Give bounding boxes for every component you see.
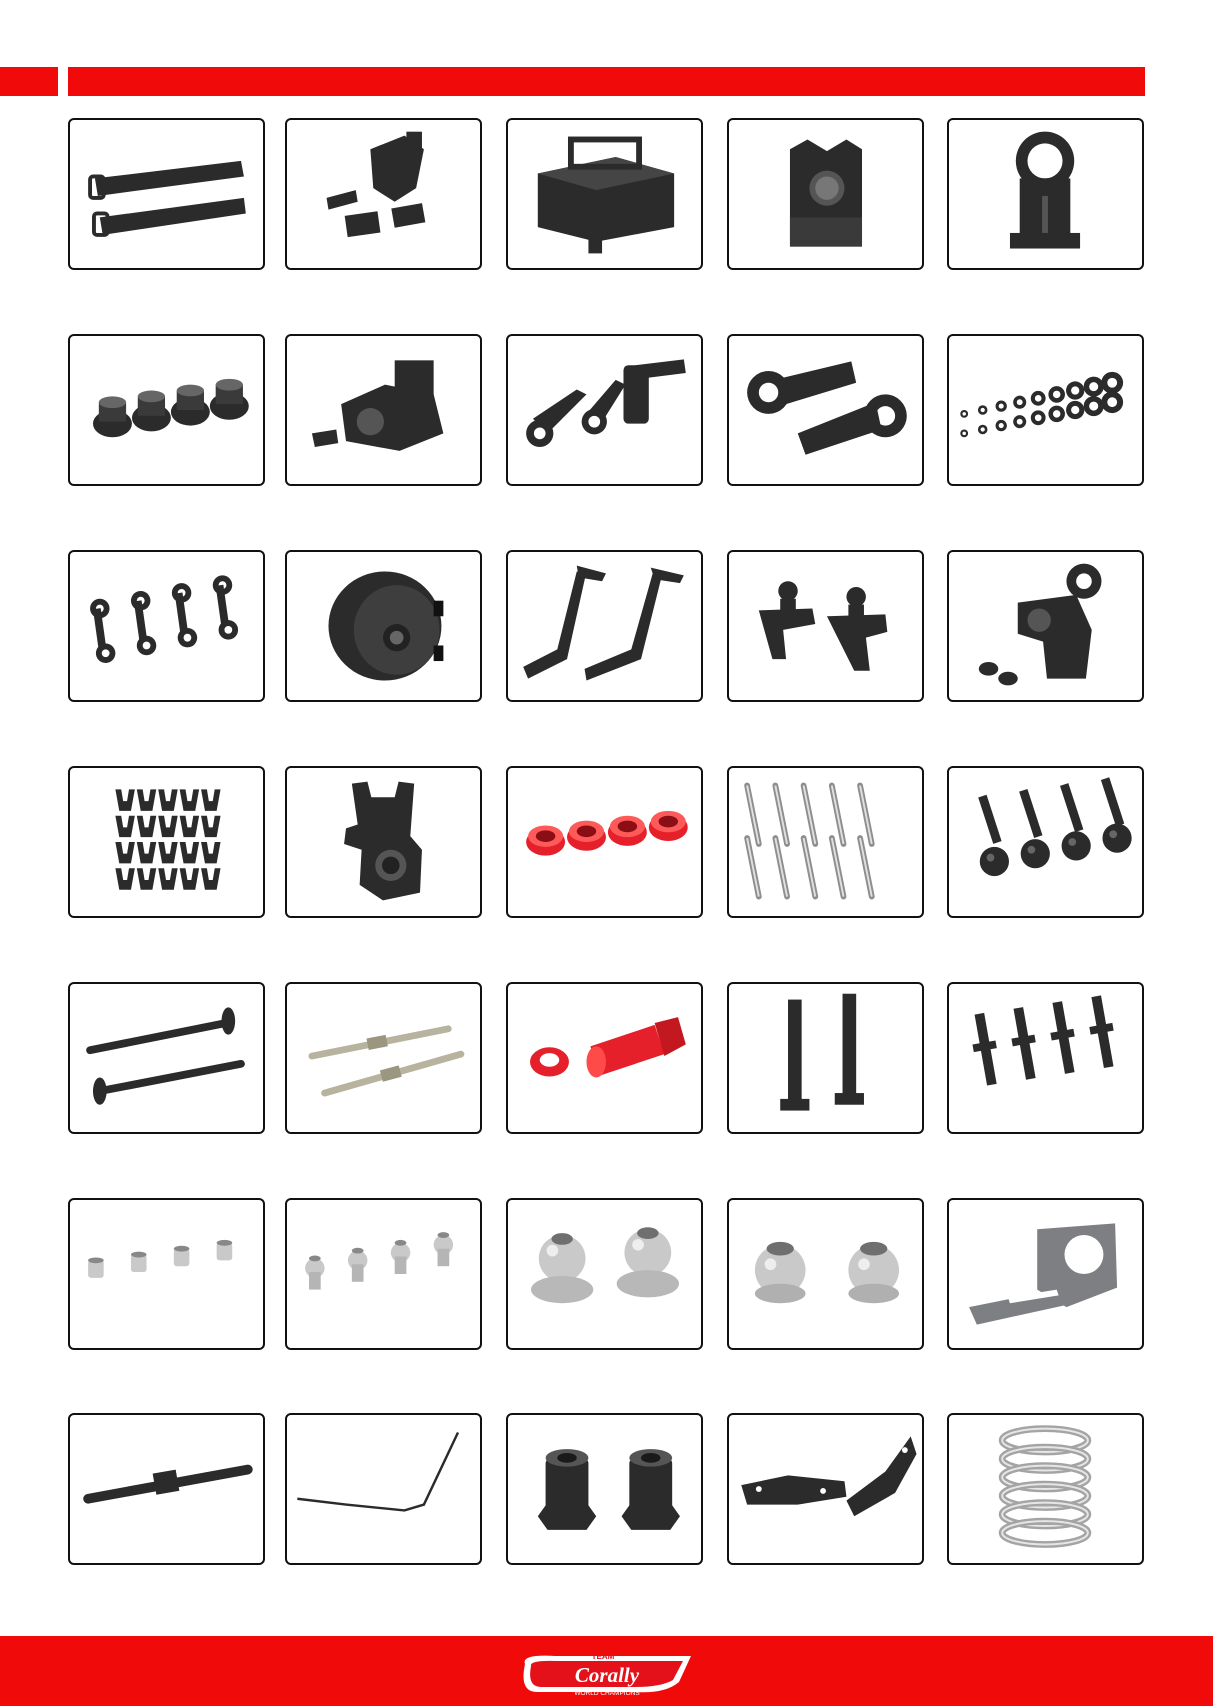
part-tile	[285, 1198, 482, 1350]
part-tile	[506, 550, 703, 702]
part-tile	[947, 334, 1144, 486]
ball-studs-icon	[287, 1200, 480, 1348]
part-tile	[506, 118, 703, 270]
body-post-mounts-icon	[729, 552, 922, 700]
hinge-pins-icon	[729, 768, 922, 916]
receiver-box-icon	[508, 120, 701, 268]
shock-caps-icon	[70, 336, 263, 484]
steering-arms-icon	[508, 336, 701, 484]
chassis-braces-icon	[508, 552, 701, 700]
pivot-ball-nuts-icon	[729, 1200, 922, 1348]
header-bar-left	[0, 67, 58, 96]
black-posts-icon	[729, 984, 922, 1132]
part-tile	[947, 118, 1144, 270]
part-tile	[285, 118, 482, 270]
rear-hub-carrier-icon	[287, 768, 480, 916]
part-tile	[727, 1198, 924, 1350]
gearbox-housing-icon	[287, 336, 480, 484]
part-tile	[68, 766, 265, 918]
part-tile	[285, 982, 482, 1134]
alu-motor-mount-icon	[949, 1200, 1142, 1348]
washer-set-icon	[949, 336, 1142, 484]
part-tile	[285, 550, 482, 702]
part-tile	[727, 766, 924, 918]
servo-saver-post-icon	[949, 120, 1142, 268]
part-tile	[68, 1413, 265, 1565]
part-tile	[947, 1198, 1144, 1350]
part-tile	[947, 766, 1144, 918]
part-tile	[506, 766, 703, 918]
battery-straps-icon	[70, 120, 263, 268]
header-bar-main	[68, 67, 1145, 96]
center-diff-mount-icon	[729, 120, 922, 268]
part-tile	[68, 982, 265, 1134]
shock-spring-icon	[949, 1415, 1142, 1563]
anti-roll-bar-icon	[287, 1415, 480, 1563]
part-tile	[506, 334, 703, 486]
part-tile	[947, 1413, 1144, 1565]
turnbuckle-links-icon	[70, 552, 263, 700]
svg-text:Corally: Corally	[574, 1663, 640, 1687]
part-tile	[285, 1413, 482, 1565]
shock-end-balls-icon	[949, 768, 1142, 916]
large-pivot-balls-icon	[508, 1200, 701, 1348]
hex-nuts-icon	[508, 1415, 701, 1563]
part-tile	[506, 1198, 703, 1350]
part-tile	[506, 982, 703, 1134]
shock-standoffs-icon	[949, 984, 1142, 1132]
part-tile	[68, 550, 265, 702]
red-alu-collars-icon	[508, 768, 701, 916]
part-tile	[285, 766, 482, 918]
front-bulkhead-set-icon	[287, 120, 480, 268]
ball-cups-pair-icon	[729, 336, 922, 484]
small-ball-studs-icon	[70, 1200, 263, 1348]
long-hinge-pins-icon	[70, 984, 263, 1132]
part-tile	[727, 982, 924, 1134]
part-tile	[506, 1413, 703, 1565]
part-tile	[947, 550, 1144, 702]
svg-text:TEAM: TEAM	[591, 1652, 615, 1661]
center-drive-shaft-icon	[70, 1415, 263, 1563]
part-tile	[727, 550, 924, 702]
svg-text:WORLD CHAMPIONS: WORLD CHAMPIONS	[574, 1690, 640, 1696]
alu-shock-plates-icon	[729, 1415, 922, 1563]
part-tile	[727, 118, 924, 270]
part-tile	[947, 982, 1144, 1134]
part-tile	[727, 334, 924, 486]
part-tile	[68, 118, 265, 270]
part-tile	[68, 1198, 265, 1350]
diff-case-icon	[287, 552, 480, 700]
part-tile	[68, 334, 265, 486]
steering-knuckle-icon	[949, 552, 1142, 700]
part-tile	[285, 334, 482, 486]
part-tile	[727, 1413, 924, 1565]
corally-logo-icon	[515, 1650, 699, 1696]
red-shock-body-icon	[508, 984, 701, 1132]
shock-clips-set-icon	[70, 768, 263, 916]
titanium-turnbuckles-icon	[287, 984, 480, 1132]
